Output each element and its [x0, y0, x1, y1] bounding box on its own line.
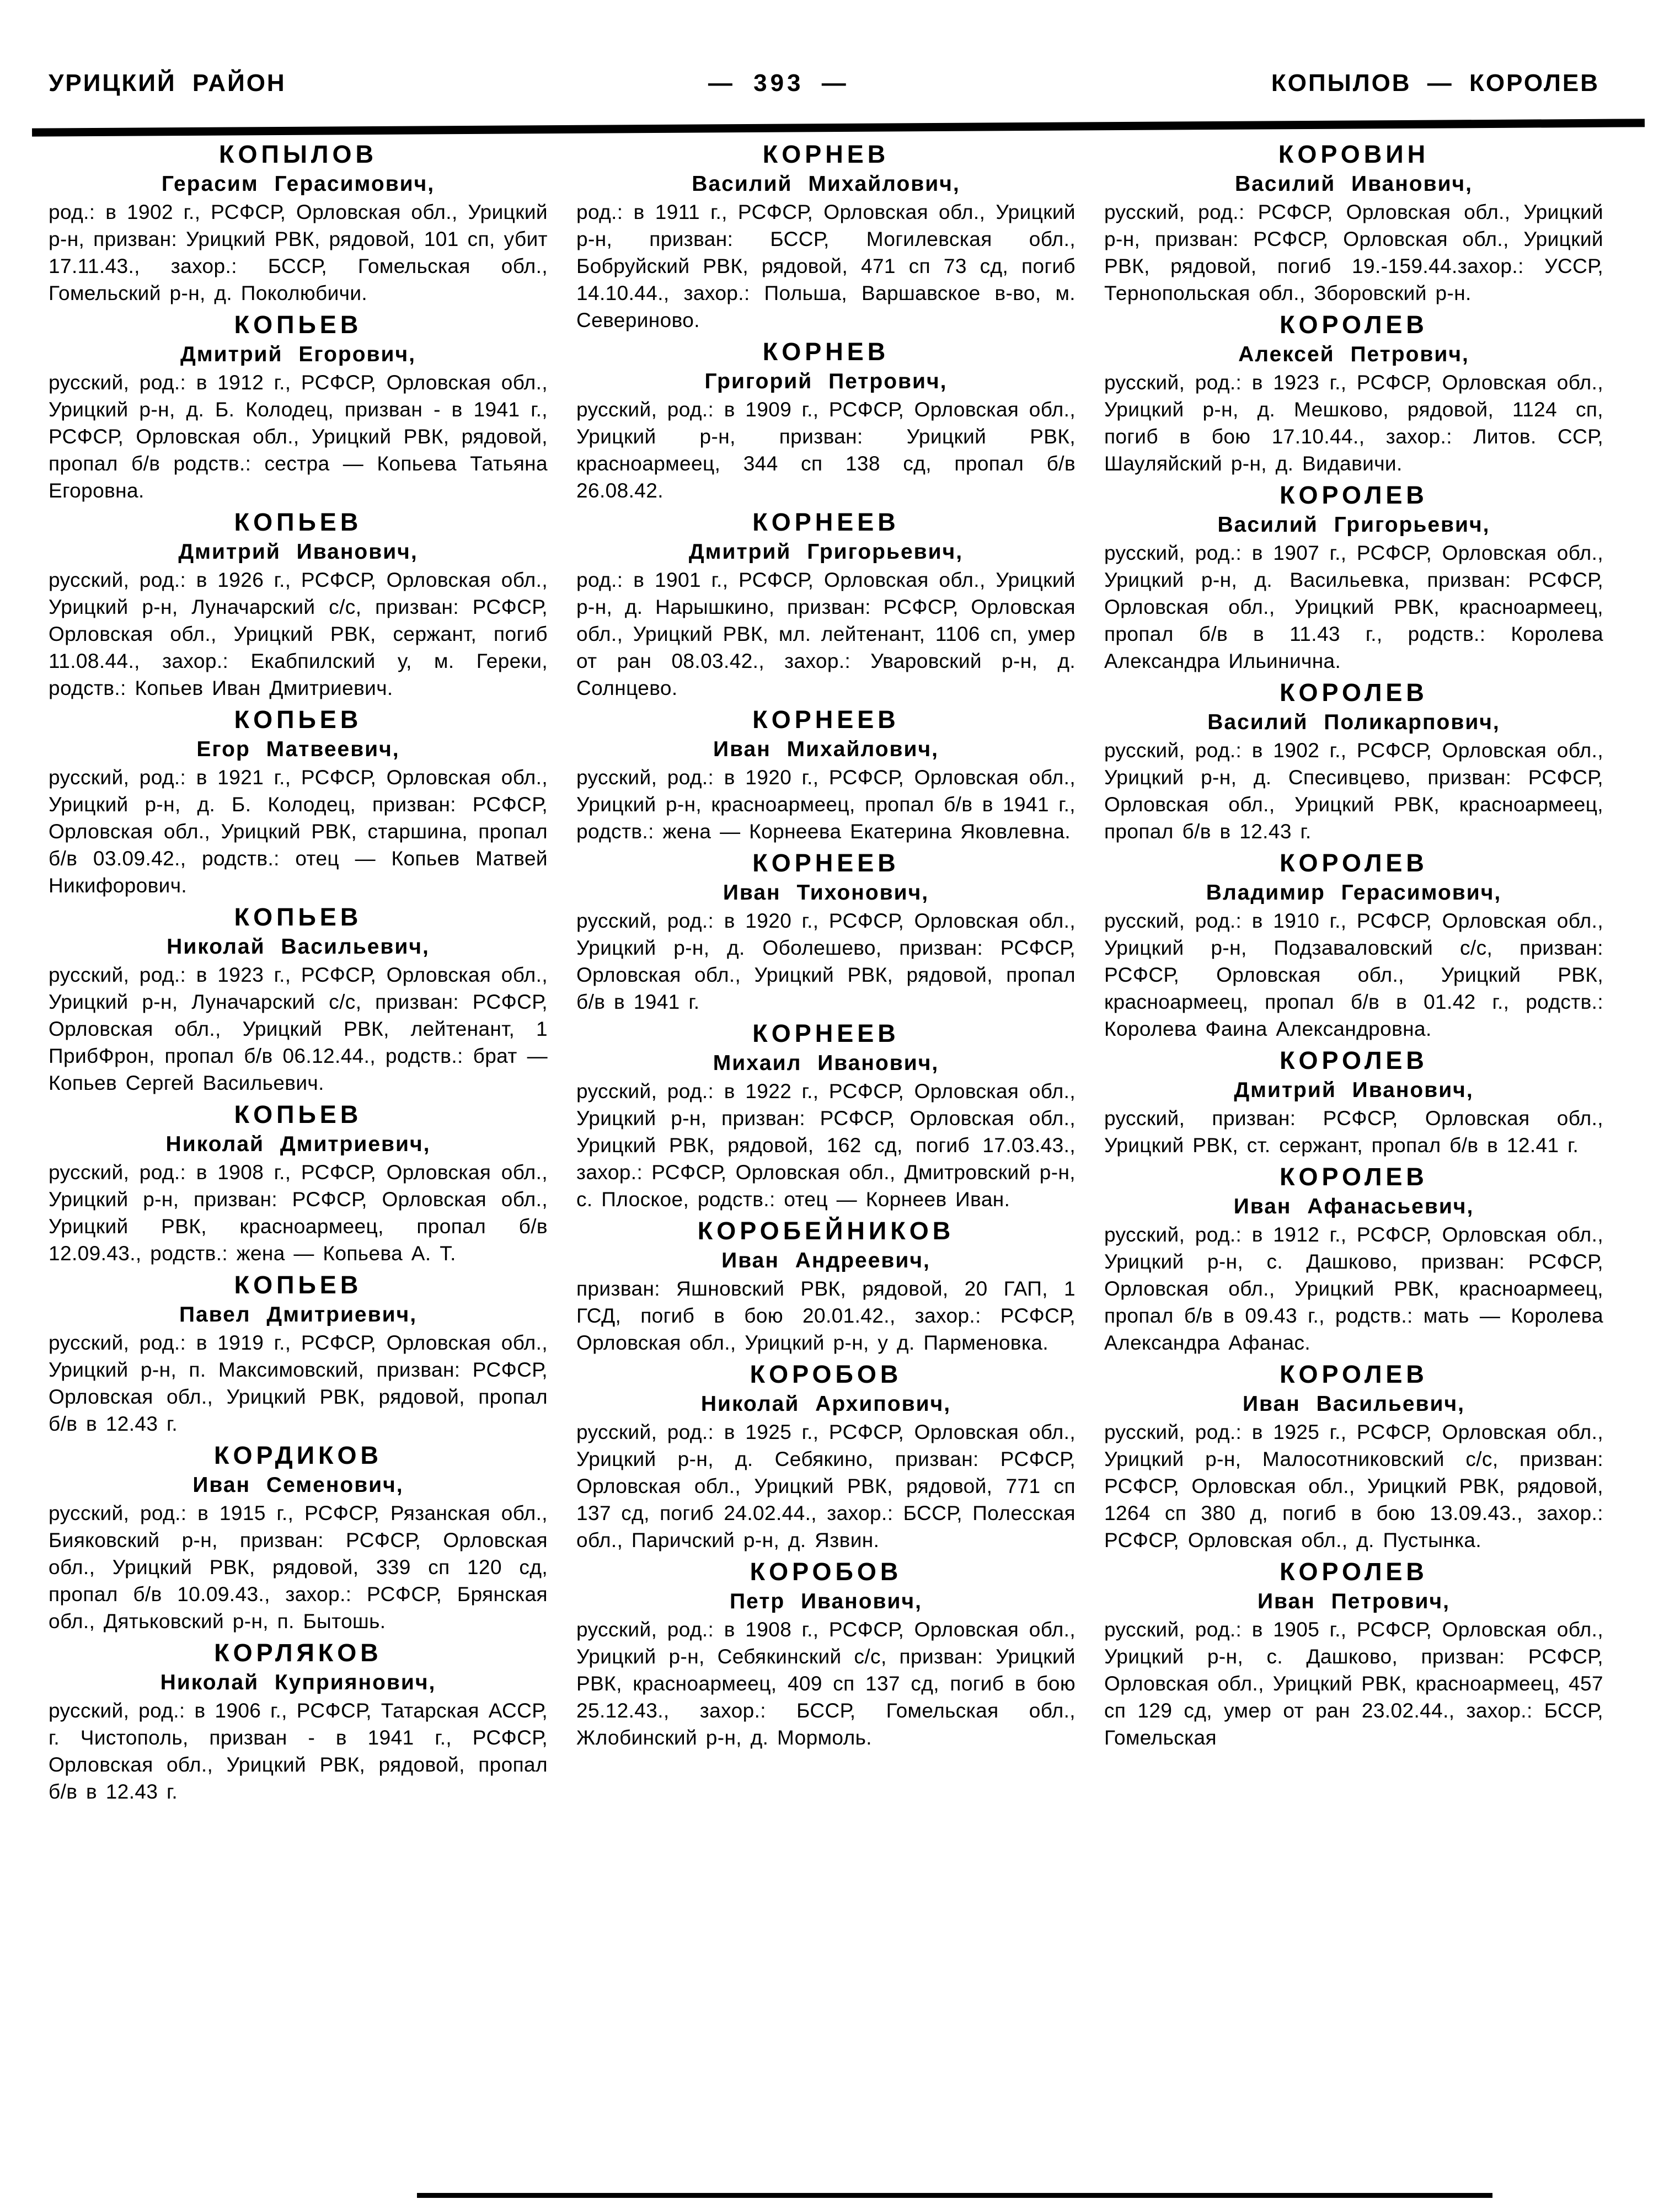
entry-name: Иван Афанасьевич, — [1233, 1195, 1474, 1218]
entry-body: русский, род.: в 1923 г., РСФСР, Орловская обл., Урицкий р-н, Луначарский с/с, призван: РСФСР, Орловская обл., Урицкий РВК, лейтенант, 1 ПрибФрон, пропал б/в 06.12.44., родств.: брат — Копьев Сергей Васильевич. — [49, 964, 548, 1094]
header-district: УРИЦКИЙ РАЙОН — [49, 69, 286, 97]
entry-surname: КОРНЕВ — [762, 140, 890, 168]
memorial-entry — [49, 309, 548, 504]
memorial-entry — [576, 704, 1076, 845]
entry-body: русский, род.: в 1909 г., РСФСР, Орловская обл., Урицкий р-н, призван: Урицкий РВК, красноармеец, 344 сп 138 сд, пропал б/в 26.08.42. — [576, 398, 1076, 502]
entry-surname: КОПЫЛОВ — [219, 140, 377, 168]
entry-surname: КОРНЕЕВ — [752, 849, 900, 877]
entry-name: Григорий Петрович, — [704, 370, 948, 393]
entry-body: русский, род.: в 1925 г., РСФСР, Орловская обл., Урицкий р-н, д. Себякино, призван: РСФСР, Орловская обл., Урицкий РВК, рядовой, 771 сп 137 сд, погиб 24.02.44., захор.: БССР, Полесская обл., Паричский р-н, д. Язвин. — [576, 1421, 1076, 1551]
memorial-entry — [49, 1440, 548, 1635]
entry-surname: КОРОВИН — [1278, 140, 1430, 168]
entry-name: Николай Куприянович, — [160, 1671, 436, 1694]
entry-body: русский, призван: РСФСР, Орловская обл., Урицкий РВК, ст. сержант, пропал б/в в 12.41 г. — [1104, 1107, 1603, 1157]
entry-name: Алексей Петрович, — [1238, 343, 1469, 366]
memorial-entry — [1104, 1162, 1603, 1356]
entry-surname: КОПЬЕВ — [234, 1271, 362, 1299]
entry-name: Иван Андреевич, — [721, 1249, 930, 1272]
entry-surname: КОПЬЕВ — [234, 1100, 362, 1128]
entry-surname: КОРОЛЕВ — [1280, 1163, 1428, 1191]
entry-surname: КОПЬЕВ — [234, 705, 362, 734]
entry-surname: КОРНЕВ — [762, 338, 890, 366]
entry-name: Николай Архипович, — [700, 1392, 951, 1416]
entry-name: Егор Матвеевич, — [196, 737, 400, 761]
memorial-entry — [576, 1359, 1076, 1554]
entry-body: русский, род.: в 1912 г., РСФСР, Орловская обл., Урицкий р-н, с. Дашково, призван: РСФСР, Орловская обл., Урицкий РВК, красноармеец, пропал б/в в 09.43 г., родств.: мать — Королева Александра Афанас. — [1104, 1223, 1603, 1354]
entry-body: русский, род.: в 1908 г., РСФСР, Орловская обл., Урицкий р-н, Себякинский с/с, призван: Урицкий РВК, красноармеец, 409 сп 137 сд, погиб в бою 25.12.43., захор.: БССР, Гомельская обл., Жлобинский р-н, д. Мормоль. — [576, 1618, 1076, 1749]
entry-name: Петр Иванович, — [730, 1590, 922, 1613]
page-header — [49, 69, 1599, 97]
memorial-entry — [576, 1018, 1076, 1213]
entry-name: Иван Петрович, — [1258, 1590, 1450, 1613]
entry-body: русский, род.: в 1915 г., РСФСР, Рязанская обл., Бияковский р-н, призван: РСФСР, Орловская обл., Урицкий РВК, рядовой, 339 сп 120 сд, пропал б/в 10.09.43., захор.: РСФСР, Брянская обл., Дятьковский р-н, п. Бытошь. — [49, 1502, 548, 1633]
entry-surname: КОРОЛЕВ — [1280, 311, 1428, 339]
entry-surname: КОПЬЕВ — [234, 903, 362, 931]
entry-surname: КОРОЛЕВ — [1280, 849, 1428, 877]
entry-body: род.: в 1902 г., РСФСР, Орловская обл., Урицкий р-н, призван: Урицкий РВК, рядовой, 101 сп, убит 17.11.43., захор.: БССР, Гомельская обл., Гомельский р-н, д. Поколюбичи. — [49, 201, 548, 304]
entry-body: русский, род.: в 1907 г., РСФСР, Орловская обл., Урицкий р-н, д. Васильевка, призван: РСФСР, Орловская обл., Урицкий РВК, красноармеец, пропал б/в в 11.43 г., родств.: Королева Александра Ильинична. — [1104, 542, 1603, 672]
memorial-entry — [576, 507, 1076, 702]
memorial-entry — [576, 848, 1076, 1015]
entry-body: русский, род.: в 1906 г., РСФСР, Татарская АССР, г. Чистополь, призван - в 1941 г., РСФСР, Орловская обл., Урицкий РВК, рядовой, пропал б/в в 12.43 г. — [49, 1699, 548, 1803]
entry-surname: КОРОБЕЙНИКОВ — [697, 1217, 955, 1245]
entry-name: Василий Иванович, — [1234, 172, 1473, 196]
entry-body: русский, род.: в 1908 г., РСФСР, Орловская обл., Урицкий р-н, призван: РСФСР, Орловская обл., Урицкий РВК, красноармеец, пропал б/в 12.09.43., родств.: жена — Копьева А. Т. — [49, 1161, 548, 1265]
memorial-entry — [49, 704, 548, 899]
memorial-entry — [576, 1556, 1076, 1751]
memorial-entry — [1104, 848, 1603, 1042]
entry-surname: КОРОЛЕВ — [1280, 678, 1428, 707]
column-1 — [49, 139, 548, 1805]
memorial-entry — [49, 1638, 548, 1805]
memorial-entry — [49, 1270, 548, 1437]
entry-surname: КОРОЛЕВ — [1280, 1360, 1428, 1388]
memorial-entry — [576, 139, 1076, 334]
memorial-entry — [49, 902, 548, 1096]
entry-body: русский, род.: в 1922 г., РСФСР, Орловская обл., Урицкий р-н, призван: РСФСР, Орловская обл., Урицкий РВК, рядовой, 162 сд, погиб 17.03.43., захор.: РСФСР, Орловская обл., Дмитровский р-н, с. Плоское, родств.: отец — Корнеев Иван. — [576, 1080, 1076, 1211]
entry-name: Иван Михайлович, — [713, 737, 939, 761]
memorial-entry — [49, 1099, 548, 1267]
header-rule — [32, 119, 1645, 136]
entry-surname: КОРОЛЕВ — [1280, 481, 1428, 509]
memorial-entry — [1104, 480, 1603, 675]
entry-name: Дмитрий Егорович, — [180, 343, 416, 366]
memorial-entry — [49, 507, 548, 702]
columns — [49, 139, 1603, 1805]
entry-name: Василий Григорьевич, — [1217, 513, 1490, 537]
memorial-entry — [1104, 1556, 1603, 1751]
entry-name: Николай Васильевич, — [167, 935, 430, 959]
entry-name: Дмитрий Иванович, — [1234, 1078, 1474, 1102]
entry-name: Иван Васильевич, — [1243, 1392, 1465, 1416]
entry-name: Василий Поликарпович, — [1207, 710, 1500, 734]
entry-surname: КОРНЕЕВ — [752, 705, 900, 734]
memorial-entry — [1104, 677, 1603, 845]
entry-body: русский, род.: в 1920 г., РСФСР, Орловская обл., Урицкий р-н, красноармеец, пропал б/в в 1941 г., родств.: жена — Корнеева Екатерина Яковлевна. — [576, 766, 1076, 843]
entry-name: Павел Дмитриевич, — [179, 1303, 418, 1326]
entry-body: призван: Яшновский РВК, рядовой, 20 ГАП, 1 ГСД, погиб в бою 20.01.42., захор.: РСФСР, Орловская обл., Урицкий р-н, у д. Парменовка. — [576, 1277, 1076, 1354]
memorial-entry — [1104, 1359, 1603, 1554]
entry-name: Владимир Герасимович, — [1206, 881, 1502, 905]
entry-name: Михаил Иванович, — [713, 1051, 939, 1075]
entry-name: Иван Семенович, — [192, 1473, 404, 1497]
page-number: — 393 — — [708, 69, 849, 97]
memorial-entry — [576, 336, 1076, 504]
entry-body: русский, род.: в 1919 г., РСФСР, Орловская обл., Урицкий р-н, п. Максимовский, призван: РСФСР, Орловская обл., Урицкий РВК, рядовой, пропал б/в в 12.43 г. — [49, 1331, 548, 1435]
entry-body: род.: в 1901 г., РСФСР, Орловская обл., Урицкий р-н, д. Нарышкино, призван: РСФСР, Орловская обл., Урицкий РВК, мл. лейтенант, 1106 сп, умер от ран 08.03.42., захор.: Уваровский р-н, д. Солнцево. — [576, 569, 1076, 699]
entry-name: Василий Михайлович, — [692, 172, 960, 196]
entry-surname: КОРЛЯКОВ — [214, 1639, 382, 1667]
entry-surname: КОРНЕЕВ — [752, 1019, 900, 1047]
entry-body: русский, род.: в 1923 г., РСФСР, Орловская обл., Урицкий р-н, д. Мешково, рядовой, 1124 сп, погиб в бою 17.10.44., захор.: Литов. ССР, Шауляйский р-н, д. Видавичи. — [1104, 371, 1603, 475]
entry-name: Иван Тихонович, — [723, 881, 929, 905]
entry-body: русский, род.: в 1902 г., РСФСР, Орловская обл., Урицкий р-н, д. Спесивцево, призван: РСФСР, Орловская обл., Урицкий РВК, красноармеец, пропал б/в в 12.43 г. — [1104, 739, 1603, 843]
memorial-entry — [1104, 309, 1603, 477]
entry-body: русский, род.: в 1921 г., РСФСР, Орловская обл., Урицкий р-н, д. Б. Колодец, призван: РСФСР, Орловская обл., Урицкий РВК, старшина, пропал б/в 03.09.42., родств.: отец — Копьев Матвей Никифорович. — [49, 766, 548, 897]
entry-name: Дмитрий Иванович, — [178, 540, 418, 564]
entry-surname: КОПЬЕВ — [234, 311, 362, 339]
memorial-entry — [1104, 139, 1603, 307]
entry-surname: КОРОБОВ — [750, 1360, 902, 1388]
entry-body: русский, род.: в 1920 г., РСФСР, Орловская обл., Урицкий р-н, д. Оболешево, призван: РСФСР, Орловская обл., Урицкий РВК, рядовой, пропал б/в в 1941 г. — [576, 909, 1076, 1013]
entry-body: русский, род.: в 1925 г., РСФСР, Орловская обл., Урицкий р-н, Малосотниковский с/с, призван: РСФСР, Орловская обл., Урицкий РВК, рядовой, 1264 сп 380 д, погиб в бою 13.09.43., захор.: РСФСР, Орловская обл., д. Пустынка. — [1104, 1421, 1603, 1551]
entry-name: Николай Дмитриевич, — [165, 1132, 431, 1156]
entry-surname: КОРДИКОВ — [213, 1441, 383, 1469]
entry-body: русский, род.: в 1912 г., РСФСР, Орловская обл., Урицкий р-н, д. Б. Колодец, призван - в 1941 г., РСФСР, Орловская обл., Урицкий РВК, рядовой, пропал б/в родств.: сестра — Копьева Татьяна Егоровна. — [49, 371, 548, 502]
entry-name: Дмитрий Григорьевич, — [688, 540, 964, 564]
entry-surname: КОПЬЕВ — [234, 508, 362, 536]
memorial-entry — [576, 1216, 1076, 1356]
memorial-entry — [49, 139, 548, 307]
column-3 — [1104, 139, 1603, 1805]
entry-surname: КОРОЛЕВ — [1280, 1046, 1428, 1074]
entry-body: русский, род.: в 1905 г., РСФСР, Орловская обл., Урицкий р-н, с. Дашково, призван: РСФСР, Орловская обл., Урицкий РВК, красноармеец, 457 сп 129 сд, умер от ран 23.02.44., захор.: БССР, Гомельская — [1104, 1618, 1603, 1749]
entry-surname: КОРНЕЕВ — [752, 508, 900, 536]
memorial-entry — [1104, 1045, 1603, 1159]
header-surname-range: КОПЫЛОВ — КОРОЛЕВ — [1271, 69, 1599, 97]
entry-surname: КОРОБОВ — [750, 1558, 902, 1586]
entry-body: русский, род.: в 1910 г., РСФСР, Орловская обл., Урицкий р-н, Подзаваловский с/с, призван: РСФСР, Орловская обл., Урицкий РВК, красноармеец, пропал б/в в 01.42 г., родств.: Королева Фаина Александровна. — [1104, 909, 1603, 1040]
entry-surname: КОРОЛЕВ — [1280, 1558, 1428, 1586]
entry-name: Герасим Герасимович, — [161, 172, 435, 196]
entry-body: русский, род.: РСФСР, Орловская обл., Урицкий р-н, призван: РСФСР, Орловская обл., Урицкий РВК, рядовой, погиб 19.-159.44.захор.: УССР, Тернопольская обл., Зборовский р-н. — [1104, 201, 1603, 304]
entry-body: род.: в 1911 г., РСФСР, Орловская обл., Урицкий р-н, призван: БССР, Могилевская обл., Бобруйский РВК, рядовой, 471 сп 73 сд, погиб 14.10.44., захор.: Польша, Варшавское в-во, м. Севериново. — [576, 201, 1076, 331]
entry-body: русский, род.: в 1926 г., РСФСР, Орловская обл., Урицкий р-н, Луначарский с/с, призван: РСФСР, Орловская обл., Урицкий РВК, сержант, погиб 11.08.44., захор.: Екабпилский у, м. Гереки, родств.: Копьев Иван Дмитриевич. — [49, 569, 548, 699]
footer-scan-bar — [417, 2193, 1492, 2198]
column-2 — [576, 139, 1076, 1805]
